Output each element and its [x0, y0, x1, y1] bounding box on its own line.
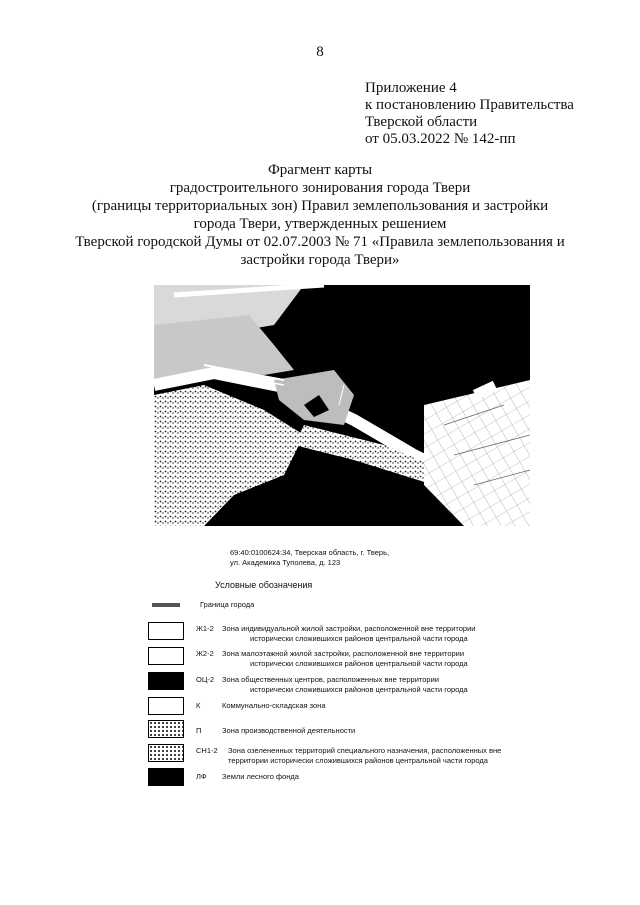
- legend-text-line: Земли лесного фонда: [222, 772, 299, 781]
- legend-code: СН1-2: [196, 746, 218, 755]
- swatch-white-icon: [148, 622, 184, 640]
- swatch-black-icon: [148, 672, 184, 690]
- zoning-map-fragment: [154, 285, 530, 526]
- parcel-caption: [230, 548, 389, 568]
- legend-text-line: Граница города: [200, 600, 255, 609]
- legend-text: [200, 600, 254, 610]
- legend-code: П: [196, 726, 202, 735]
- legend-text: [222, 772, 299, 782]
- legend-text-line: Зона производственной деятельности: [222, 726, 356, 735]
- legend-text: [222, 726, 355, 736]
- appendix-line: к постановлению Правительства: [365, 97, 574, 113]
- title-line: Фрагмент карты: [267, 162, 373, 178]
- legend-code: Ж2-2: [196, 649, 214, 658]
- legend-text: [222, 624, 475, 644]
- legend-text-line: исторически сложившихся районов центральной части города: [250, 685, 468, 694]
- swatch-white-icon: [148, 697, 184, 715]
- legend-text: [228, 746, 501, 766]
- swatch-dotted-icon: [148, 720, 184, 738]
- legend-text-line: Зона общественных центров, расположенных вне территории: [222, 675, 439, 684]
- legend-code: К: [196, 701, 201, 710]
- title-line: города Твери, утвержденных решением: [193, 216, 447, 232]
- appendix-line: от 05.03.2022 № 142-пп: [365, 131, 516, 147]
- title-line: застройки города Твери»: [240, 252, 400, 268]
- title-line: Тверской городской Думы от 02.07.2003 № 71 «Правила землепользования и: [75, 234, 565, 250]
- legend-code: ЛФ: [196, 772, 207, 781]
- appendix-line: Приложение 4: [365, 80, 457, 96]
- title-line: градостроительного зонирования города Твери: [169, 180, 471, 196]
- appendix-header: [365, 80, 574, 148]
- legend-text-line: Зона озелененных территорий специального назначения, расположенных вне: [228, 746, 502, 755]
- parcel-caption-line: 69:40:0100624:34, Тверская область, г. Тверь,: [230, 548, 390, 557]
- title-line: (границы территориальных зон) Правил землепользования и застройки: [91, 198, 549, 214]
- parcel-caption-line: ул. Академика Туполева, д. 123: [230, 558, 341, 567]
- legend-text: [222, 649, 468, 669]
- legend-code: Ж1-2: [196, 624, 214, 633]
- legend-text: [222, 675, 468, 695]
- legend-text-line: Зона малоэтажной жилой застройки, расположенной вне территории: [222, 649, 465, 658]
- legend-text-line: территории исторически сложившихся районов центральной части города: [228, 756, 488, 765]
- legend-title: Условные обозначения: [215, 580, 313, 590]
- swatch-dotted-icon: [148, 744, 184, 762]
- legend-text-line: исторически сложившихся районов центральной части города: [250, 634, 468, 643]
- appendix-line: Тверской области: [365, 114, 478, 130]
- document-title: [60, 161, 580, 269]
- city-boundary-line-icon: [152, 603, 180, 607]
- legend-code: ОЦ-2: [196, 675, 215, 684]
- legend-text-line: Коммунально-складская зона: [222, 701, 326, 710]
- legend-text-line: исторически сложившихся районов центральной части города: [250, 659, 468, 668]
- swatch-black-icon: [148, 768, 184, 786]
- legend-text-line: Зона индивидуальной жилой застройки, расположенной вне территории: [222, 624, 476, 633]
- swatch-white-icon: [148, 647, 184, 665]
- page-number: 8: [316, 44, 324, 60]
- legend-text: [222, 701, 325, 711]
